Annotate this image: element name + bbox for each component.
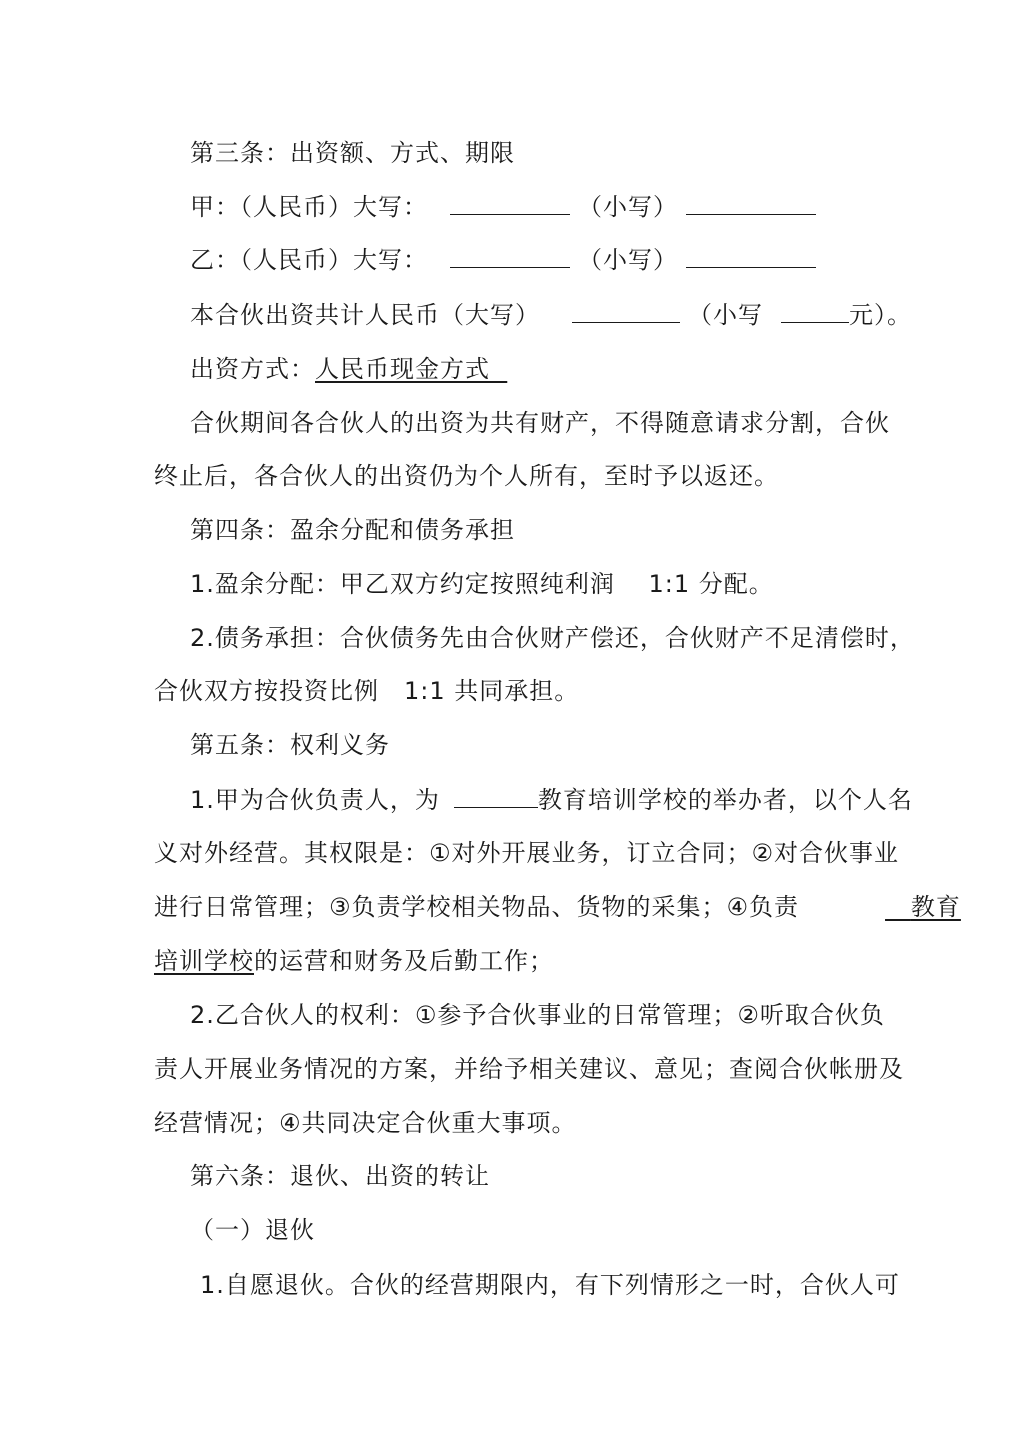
article5-item1-line2: 义对外经营。其权限是：①对外开展业务，订立合同；②对合伙事业 [154,839,900,867]
yi-prefix: 乙：（人民币）大写： [190,246,428,274]
article3-title: 第三条：出资额、方式、期限 [190,139,515,167]
jia-small-blank [686,192,816,215]
jia-prefix: 甲：（人民币）大写： [190,193,428,221]
article5-item1-line1 [190,785,913,815]
method-value: 人民币现金方式 [315,355,490,383]
item1-line4-underline: 培训学校 [154,947,254,975]
item1-suffix: 教育培训学校的举办者，以个人名 [537,786,913,814]
article5-item1-line4 [154,946,554,976]
yi-small-label: （小写） [578,246,678,274]
school-name-blank [454,785,538,808]
total-capital-blank [572,300,680,323]
article4-item2-line1: 2.债务承担：合伙债务先由合伙财产偿还，合伙财产不足清偿时， [190,624,915,652]
item1-line3-underline: 教育 [910,893,961,921]
contribution-method-line [190,354,507,384]
article5-item1-line3 [154,892,961,922]
total-small-label: （小写 [688,301,763,329]
item1-line4-suffix: 的运营和财务及后勤工作； [254,947,554,975]
article6-title: 第六条：退伙、出资的转让 [190,1162,490,1190]
total-small-blank [781,300,849,323]
jia-capital-blank [450,192,570,215]
article5-item2-line2: 责人开展业务情况的方案，并给予相关建议、意见；查阅合伙帐册及 [154,1055,904,1083]
jia-small-label: （小写） [578,193,678,221]
method-label: 出资方式： [190,355,315,383]
article6-item1: 1.自愿退伙。合伙的经营期限内，有下列情形之一时，合伙人可 [200,1271,900,1299]
yi-capital-blank [450,245,570,268]
total-suffix: 元）。 [849,301,912,329]
article6-section1: （一）退伙 [190,1216,315,1244]
article3-paragraph-line1: 合伙期间各合伙人的出资为共有财产，不得随意请求分割，合伙 [190,409,890,437]
article3-paragraph-line2: 终止后，各合伙人的出资仍为个人所有，至时予以返还。 [154,462,779,490]
contribution-jia-line [190,192,816,222]
article4-item1: 1.盈余分配：甲乙双方约定按照纯利润 1:1 分配。 [190,570,774,598]
contribution-yi-line [190,245,816,275]
article4-title: 第四条：盈余分配和债务承担 [190,516,515,544]
article4-item2-line2: 合伙双方按投资比例 1:1 共同承担。 [154,677,580,705]
article5-item2-line1: 2.乙合伙人的权利：①参予合伙事业的日常管理；②听取合伙负 [190,1001,885,1029]
item1-line3-prefix: 进行日常管理；③负责学校相关物品、货物的采集；④负责 [154,893,800,921]
yi-small-blank [686,245,816,268]
item1-prefix: 1.甲为合伙负责人，为 [190,786,440,814]
article5-item2-line3: 经营情况；④共同决定合伙重大事项。 [154,1109,577,1137]
total-contribution-line [190,300,912,330]
article5-title: 第五条：权利义务 [190,731,390,759]
total-prefix: 本合伙出资共计人民币（大写） [190,301,540,329]
